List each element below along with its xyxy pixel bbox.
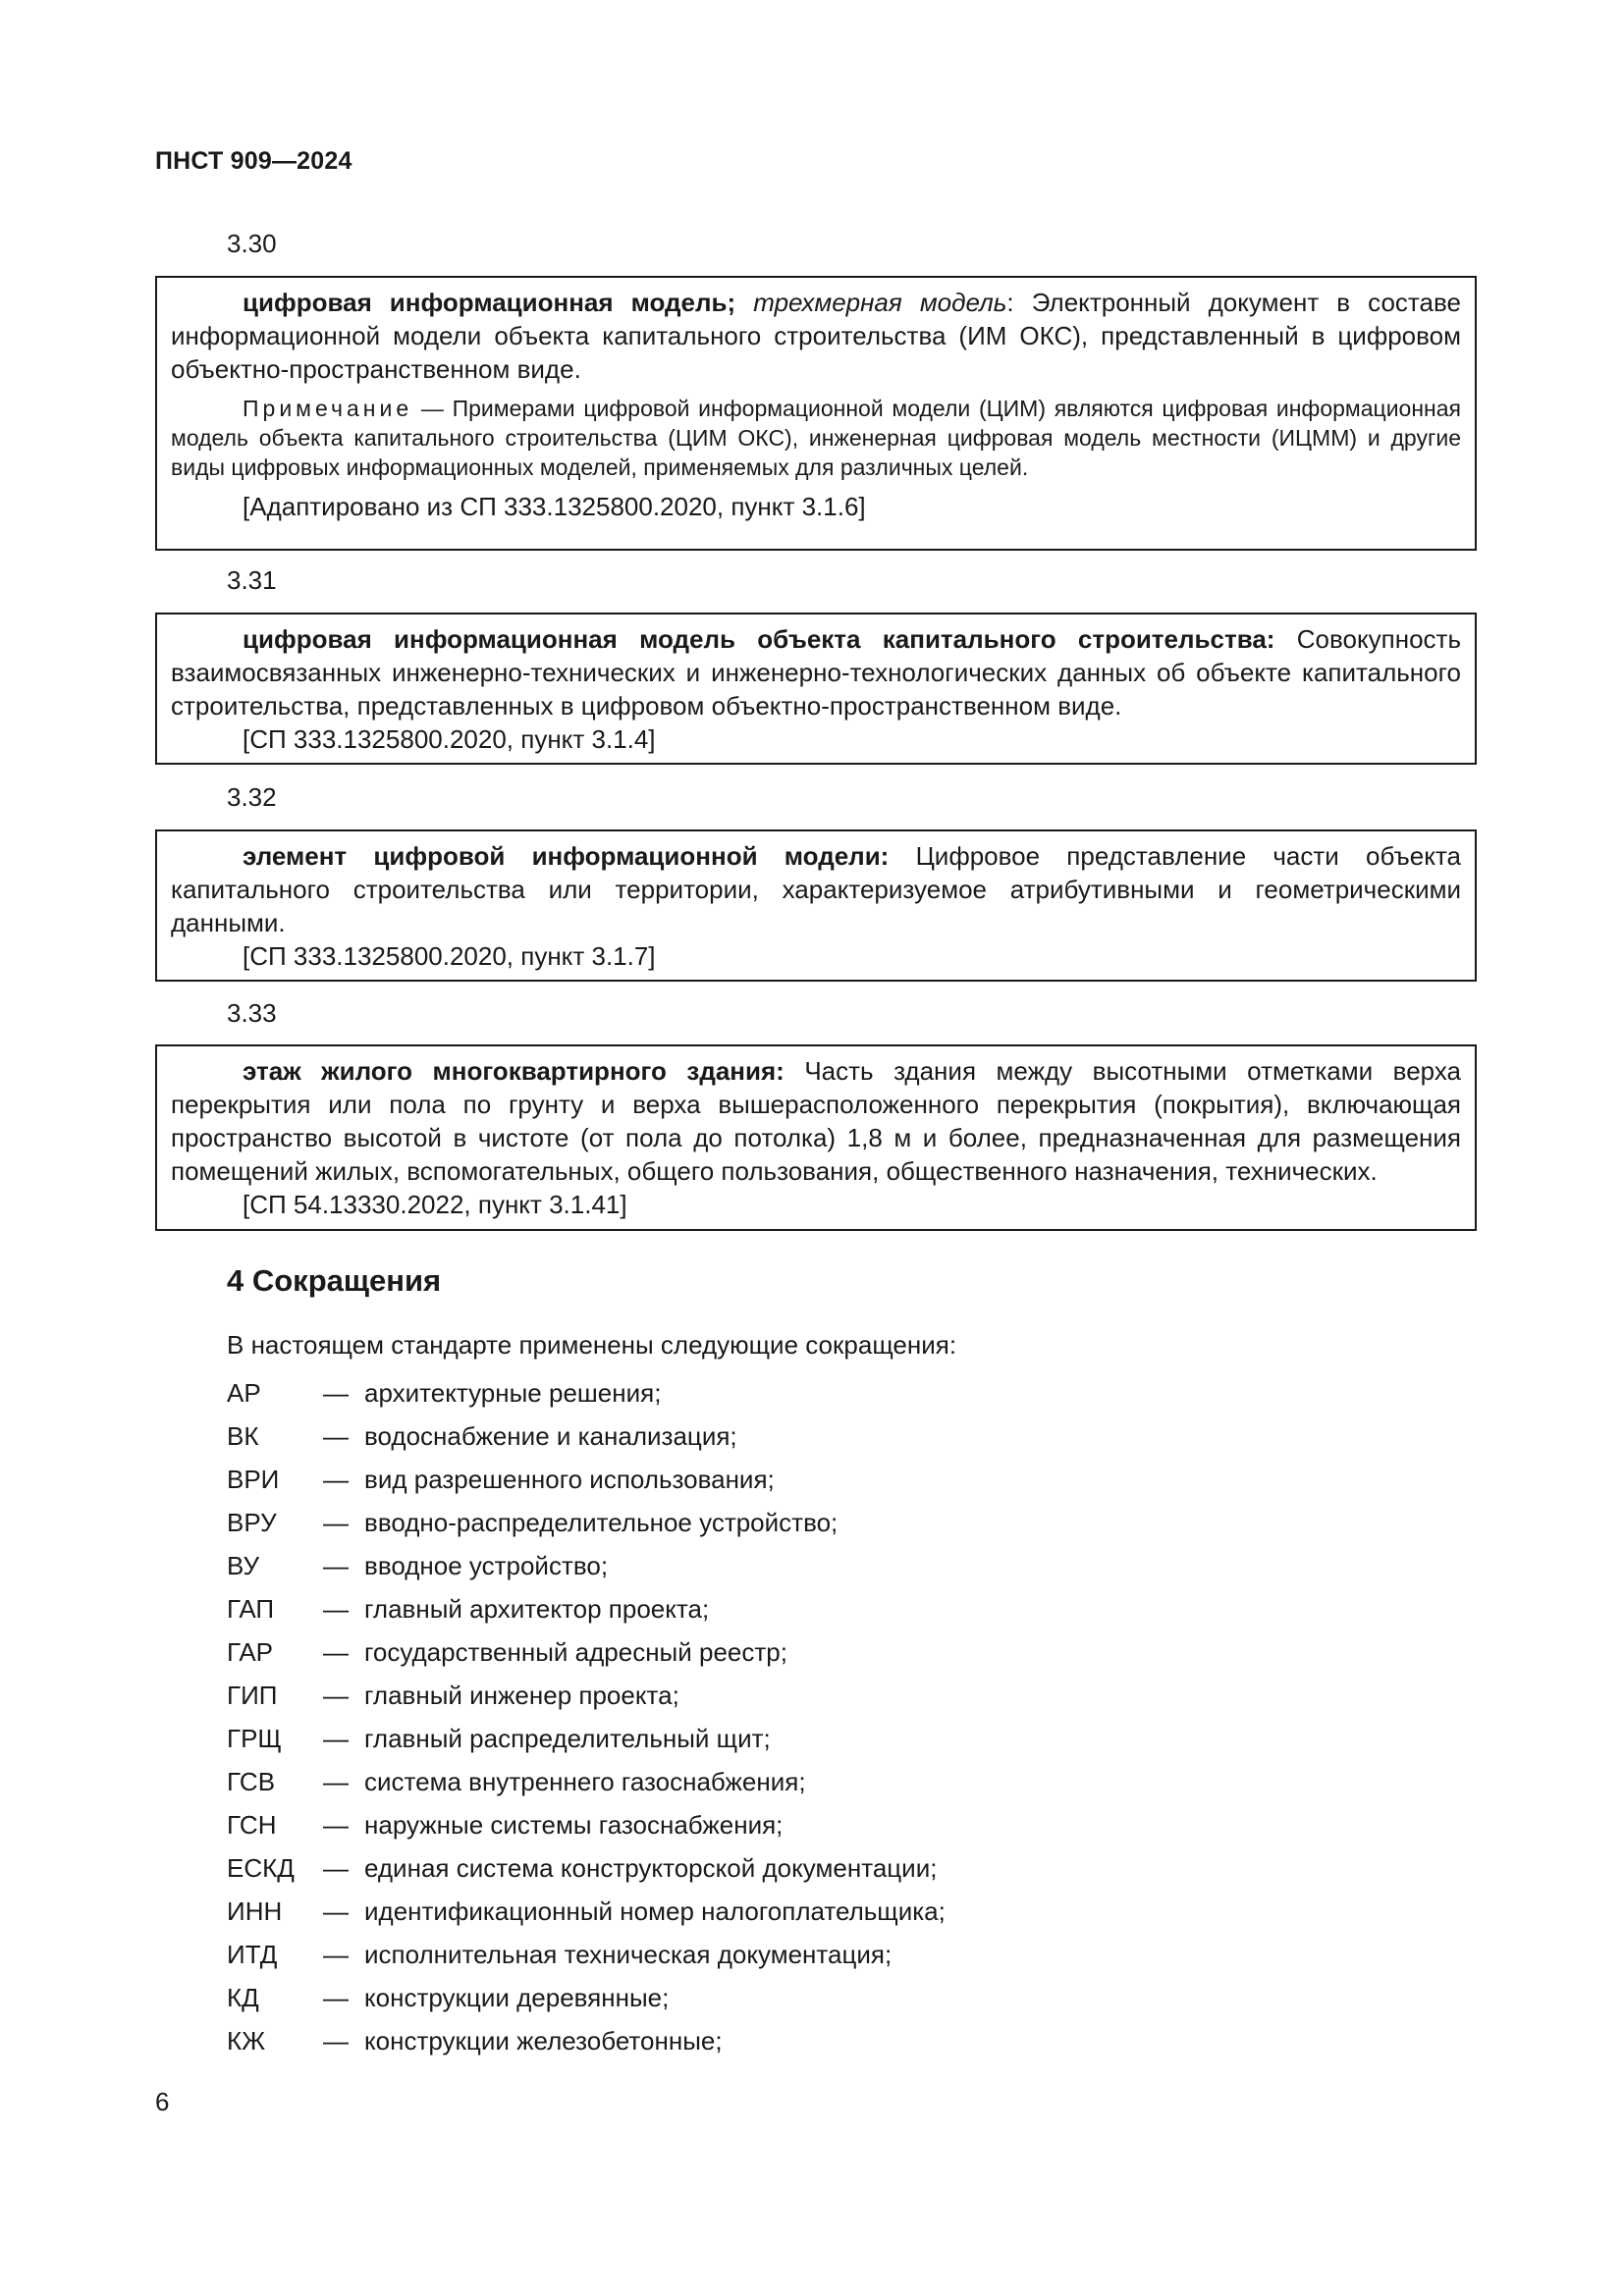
term-name: элемент цифровой информационной модели: [243,841,890,871]
abbreviation-row [227,1592,1405,1635]
term-name: цифровая информационная модель; [243,288,736,317]
abbreviation-code: ЕСКД [227,1853,295,1883]
term-box [155,1044,1477,1231]
abbreviation-code: ВРУ [227,1508,277,1537]
abbreviation-definition: водоснабжение и канализация; [364,1421,737,1451]
abbreviation-dash: — [323,1810,349,1840]
abbreviation-row [227,1981,1405,2024]
abbreviation-code: ГАП [227,1594,275,1624]
abbreviation-code: КЖ [227,2026,266,2056]
abbreviation-definition: государственный адресный реестр; [364,1637,787,1667]
definition-text: Часть здания между высотными отметками верха перекрытия или пола по грунту и верха вышерасположенного перекрытия (покрытия), включающая пространство высотой в чистоте (от пола до потолка) 1,8 м и более, предназначенная для размещения помещений жилых, вспомогательных, общего пользования, общественного назначения, технических. [171,1056,1461,1186]
abbreviation-dash: — [323,1465,349,1494]
abbreviation-code: ВРИ [227,1465,280,1494]
abbreviation-definition: главный архитектор проекта; [364,1594,710,1624]
abbreviation-dash: — [323,1940,349,1969]
term-source: [Адаптировано из СП 333.1325800.2020, пункт 3.1.6] [243,492,866,521]
document-id: ПНСТ 909—2024 [155,147,352,175]
abbreviation-row [227,1895,1405,1938]
abbreviation-definition: система внутреннего газоснабжения; [364,1767,806,1796]
abbreviation-definition: вводно-распределительное устройство; [364,1508,839,1537]
abbreviation-row [227,1722,1405,1765]
abbreviation-dash: — [323,1724,349,1753]
abbreviation-row [227,1851,1405,1895]
abbreviation-dash: — [323,2026,349,2056]
abbreviation-code: ВК [227,1421,259,1451]
abbreviation-code: ГСН [227,1810,277,1840]
term-number: 3.32 [227,782,277,812]
abbreviation-row [227,1679,1405,1722]
abbreviation-row [227,1635,1405,1679]
abbreviation-row [227,2024,1405,2067]
abbreviation-code: ГАР [227,1637,274,1667]
term-definition [171,622,1461,722]
abbreviation-dash: — [323,1983,349,2012]
abbreviation-code: ИТД [227,1940,278,1969]
abbreviation-definition: главный инженер проекта; [364,1681,679,1710]
abbreviation-row [227,1938,1405,1981]
definition-text: : Электронный документ в составе информационной модели объекта капитального строительства (ИМ ОКС), представленный в цифровом объектно-пространственном виде. [171,288,1461,384]
abbreviation-list [227,1376,1405,2067]
abbreviation-definition: идентификационный номер налогоплательщика; [364,1896,946,1926]
term-source: [СП 54.13330.2022, пункт 3.1.41] [243,1190,627,1219]
abbreviation-dash: — [323,1594,349,1624]
abbreviation-row [227,1506,1405,1549]
abbreviation-definition: вид разрешенного использования; [364,1465,775,1494]
abbreviation-definition: единая система конструкторской документации; [364,1853,938,1883]
term-note [171,394,1461,482]
abbreviation-code: КД [227,1983,259,2012]
abbreviation-definition: исполнительная техническая документация; [364,1940,893,1969]
term-box [155,613,1477,765]
abbreviation-row [227,1419,1405,1463]
note-text: — Примерами цифровой информационной модели (ЦИМ) являются цифровая информационная модель объекта капитального строительства (ЦИМ ОКС), инженерная цифровая модель местности (ИЦММ) и другие виды цифровых информационных моделей, применяемых для различных целей. [171,396,1461,480]
section-heading: 4 Сокращения [227,1263,442,1298]
page-number: 6 [155,2087,170,2116]
definition-text: Совокупность взаимосвязанных инженерно-технических и инженерно-технологических данных об объекте капитального строительства, представленных в цифровом объектно-пространственном виде. [171,624,1461,721]
abbreviation-definition: вводное устройство; [364,1551,609,1580]
term-definition [171,1054,1461,1188]
note-label: Примечание [243,396,413,421]
term-box [155,829,1477,982]
term-number: 3.30 [227,229,277,258]
abbreviation-dash: — [323,1421,349,1451]
abbreviation-row [227,1765,1405,1808]
abbreviation-code: ГИП [227,1681,278,1710]
abbreviation-row [227,1549,1405,1592]
abbreviation-dash: — [323,1767,349,1796]
abbreviation-definition: конструкции железобетонные; [364,2026,723,2056]
abbreviation-dash: — [323,1853,349,1883]
term-name: цифровая информационная модель объекта капитального строительства: [243,624,1275,654]
abbreviation-dash: — [323,1896,349,1926]
definition-text: Цифровое представление части объекта капитального строительства или территории, характеризуемое атрибутивными и геометрическими данными. [171,841,1461,937]
abbreviation-dash: — [323,1637,349,1667]
term-name: этаж жилого многоквартирного здания: [243,1056,785,1086]
term-source: [СП 333.1325800.2020, пункт 3.1.7] [243,941,656,971]
term-number: 3.31 [227,565,277,595]
term-definition [171,839,1461,939]
abbreviation-row [227,1808,1405,1851]
term-number: 3.33 [227,998,277,1028]
abbreviation-code: ГСВ [227,1767,276,1796]
term-synonym: трехмерная модель [753,288,1007,317]
abbreviation-dash: — [323,1378,349,1408]
term-source: [СП 333.1325800.2020, пункт 3.1.4] [243,724,656,754]
abbreviation-dash: — [323,1681,349,1710]
term-box [155,276,1477,551]
abbreviation-dash: — [323,1508,349,1537]
term-definition [171,286,1461,386]
abbreviation-code: АР [227,1378,261,1408]
abbreviation-code: ВУ [227,1551,259,1580]
section-intro: В настоящем стандарте применены следующие сокращения: [227,1330,957,1360]
abbreviation-row [227,1463,1405,1506]
abbreviation-dash: — [323,1551,349,1580]
abbreviation-definition: архитектурные решения; [364,1378,662,1408]
abbreviation-definition: конструкции деревянные; [364,1983,670,2012]
abbreviation-definition: наружные системы газоснабжения; [364,1810,784,1840]
abbreviation-definition: главный распределительный щит; [364,1724,771,1753]
abbreviation-code: ГРЩ [227,1724,282,1753]
abbreviation-row [227,1376,1405,1419]
abbreviation-code: ИНН [227,1896,283,1926]
